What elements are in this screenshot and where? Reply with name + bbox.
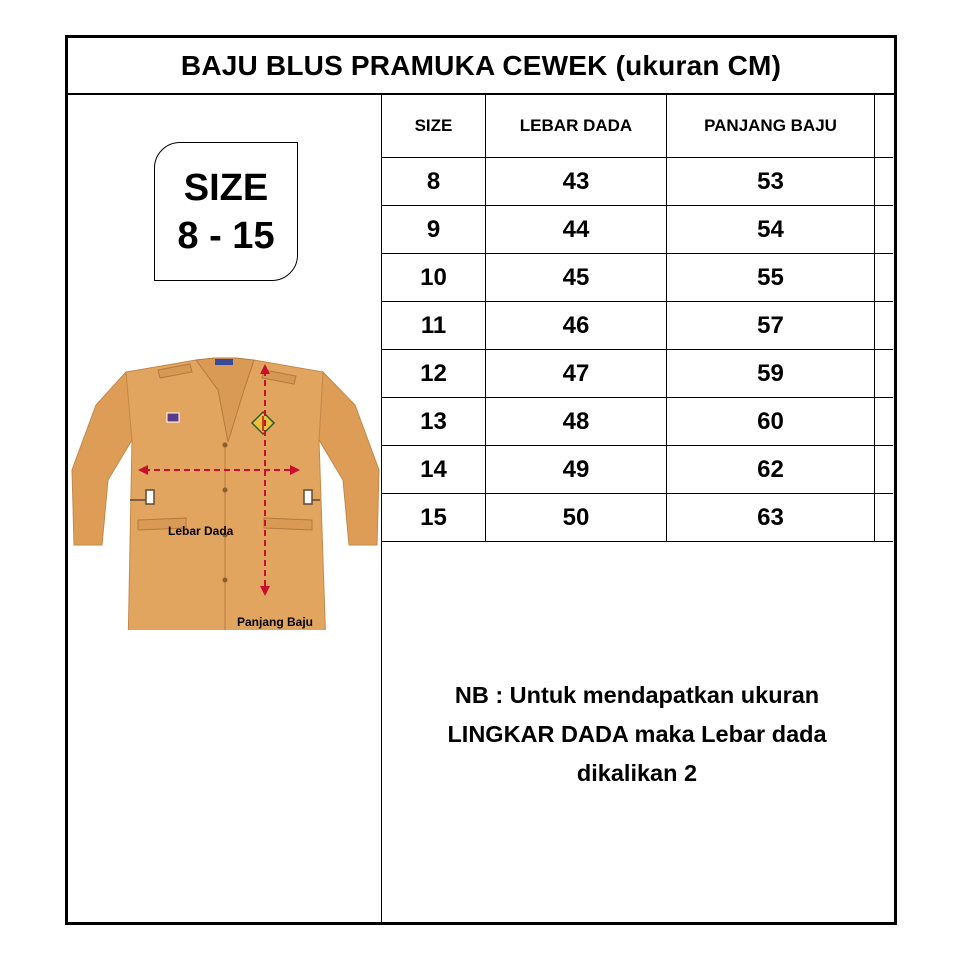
table-row [382, 398, 893, 446]
size-cell: 15 [382, 494, 486, 542]
table-row [382, 302, 893, 350]
table-header-row [382, 95, 893, 158]
size-chart-frame [65, 35, 897, 925]
size-cell: 14 [382, 446, 486, 494]
header-chest-width: LEBAR DADA [486, 95, 667, 158]
flag-badge [167, 413, 179, 422]
size-cell: 9 [382, 206, 486, 254]
header-shirt-length: PANJANG BAJU [667, 95, 875, 158]
shirt-length-cell: 53 [667, 158, 875, 206]
size-cell: 11 [382, 302, 486, 350]
size-cell: 13 [382, 398, 486, 446]
chest-width-cell: 50 [486, 494, 667, 542]
size-range-badge [154, 142, 298, 281]
table-row [382, 494, 893, 542]
shirt-length-cell: 60 [667, 398, 875, 446]
shirt-length-cell: 55 [667, 254, 875, 302]
size-badge-label: SIZE [183, 166, 269, 209]
shirt-length-cell: 62 [667, 446, 875, 494]
table-row [382, 206, 893, 254]
chest-width-cell: 46 [486, 302, 667, 350]
row-spacer [875, 446, 894, 494]
left-sleeve [72, 372, 132, 545]
note-line-2: LINGKAR DADA maka Lebar dada [447, 721, 827, 747]
shirt-length-cell: 63 [667, 494, 875, 542]
chest-width-cell: 48 [486, 398, 667, 446]
chest-width-cell: 47 [486, 350, 667, 398]
size-cell: 10 [382, 254, 486, 302]
shirt-image [68, 350, 381, 630]
chest-width-cell: 45 [486, 254, 667, 302]
row-spacer [875, 158, 894, 206]
row-spacer [875, 350, 894, 398]
page-title: BAJU BLUS PRAMUKA CEWEK (ukuran CM) [68, 38, 894, 95]
table-row [382, 158, 893, 206]
table-row [382, 254, 893, 302]
size-table [382, 95, 893, 542]
header-size: SIZE [382, 95, 486, 158]
shirt-length-cell: 54 [667, 206, 875, 254]
row-spacer [875, 494, 894, 542]
row-spacer [875, 206, 894, 254]
row-spacer [875, 302, 894, 350]
size-cell: 12 [382, 350, 486, 398]
chest-width-label: Lebar Dada [168, 524, 234, 538]
shirt-length-label: Panjang Baju [237, 615, 314, 629]
note-line-1: NB : Untuk mendapatkan ukuran [454, 682, 820, 708]
table-row [382, 350, 893, 398]
size-badge-range: 8 - 15 [177, 214, 275, 257]
chest-width-cell: 49 [486, 446, 667, 494]
size-cell: 8 [382, 158, 486, 206]
right-sleeve [319, 372, 379, 545]
collar-tag [215, 359, 233, 365]
shirt-length-cell: 57 [667, 302, 875, 350]
shirt-length-cell: 59 [667, 350, 875, 398]
chest-width-cell: 43 [486, 158, 667, 206]
note-text [402, 676, 872, 793]
row-spacer [875, 254, 894, 302]
note-line-3: dikalikan 2 [576, 760, 698, 786]
row-spacer [875, 398, 894, 446]
table-row [382, 446, 893, 494]
left-panel [68, 95, 382, 922]
chest-width-cell: 44 [486, 206, 667, 254]
header-spacer [875, 95, 894, 158]
